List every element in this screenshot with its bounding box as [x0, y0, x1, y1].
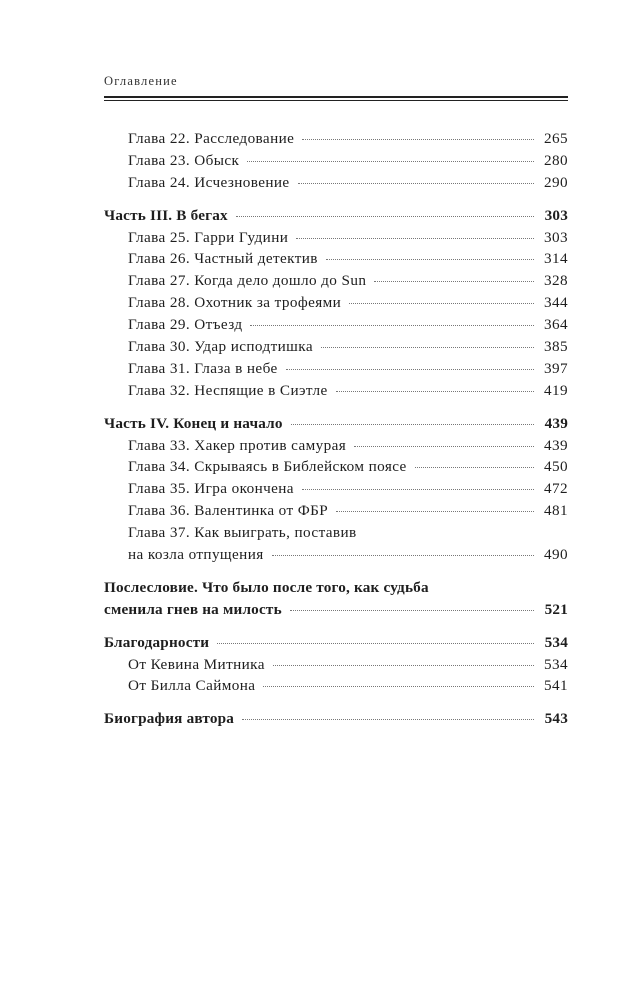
toc-page-number: 419 — [544, 381, 568, 399]
toc-page-number: 534 — [544, 633, 568, 651]
toc-page-number: 280 — [544, 151, 568, 169]
toc-entry-title: Глава 23. Обыск — [128, 151, 240, 169]
toc-entry-title: Биография автора — [104, 710, 235, 728]
toc-page-number: 472 — [544, 480, 568, 498]
dot-leader — [302, 489, 534, 490]
toc-entry-title: Глава 33. Хакер против самурая — [128, 436, 347, 454]
toc-page-number: 481 — [544, 502, 568, 520]
dot-leader — [272, 555, 534, 556]
dot-leader — [349, 303, 534, 304]
toc-entry-title: Часть IV. Конец и начало — [104, 414, 283, 432]
toc-page-number: 328 — [544, 272, 568, 290]
toc-chapter-entry — [104, 294, 568, 316]
dot-leader — [236, 216, 534, 217]
toc-entry-title: Глава 27. Когда дело дошло до Sun — [128, 272, 367, 290]
toc-entry-title: От Кевина Митника — [128, 655, 265, 673]
toc-page-number: 385 — [544, 338, 568, 356]
toc-chapter-entry — [104, 152, 568, 174]
toc-chapter-entry — [104, 480, 568, 502]
toc-group — [104, 710, 568, 732]
toc-page-number: 290 — [544, 173, 568, 191]
dot-leader — [247, 161, 534, 162]
dot-leader — [326, 259, 534, 260]
toc-group — [104, 207, 568, 404]
toc-chapter-entry — [104, 656, 568, 678]
toc-page-number: 543 — [544, 710, 568, 728]
toc-chapter-entry — [104, 229, 568, 251]
toc-entry-title: Глава 30. Удар исподтишка — [128, 338, 313, 356]
header-rule-thin — [104, 100, 568, 101]
toc-entry-title: на козла отпущения — [128, 546, 264, 564]
toc-entry-title: Глава 32. Неспящие в Сиэтле — [128, 381, 328, 399]
toc-part-entry — [104, 415, 568, 437]
dot-leader — [354, 446, 534, 447]
toc-page-number: 265 — [544, 130, 568, 147]
header-rule-thick — [104, 96, 568, 98]
toc-part-entry — [104, 710, 568, 732]
toc-entry-title: Глава 36. Валентинка от ФБР — [128, 502, 329, 520]
toc-part-entry — [104, 207, 568, 229]
dot-leader — [415, 467, 534, 468]
dot-leader — [263, 686, 534, 687]
toc-group — [104, 415, 568, 568]
toc-entry-title: сменила гнев на милость — [104, 600, 282, 618]
dot-leader — [273, 665, 534, 666]
dot-leader — [290, 610, 534, 611]
toc-page-number: 303 — [544, 206, 568, 224]
toc-entry-title: Благодарности — [104, 633, 210, 651]
toc-entry-title: Глава 28. Охотник за трофеями — [128, 294, 342, 312]
dot-leader — [302, 139, 534, 140]
toc-chapter-entry — [104, 338, 568, 360]
toc-entry-title: Глава 31. Глаза в небе — [128, 359, 278, 377]
toc-page-number: 364 — [544, 316, 568, 334]
running-head: Оглавление — [104, 74, 178, 88]
toc-page-number: 439 — [544, 436, 568, 454]
toc-page-number: 450 — [544, 458, 568, 476]
toc-entry-title-line: Послесловие. Что было после того, как судьба — [104, 578, 429, 596]
toc-page-number: 344 — [544, 294, 568, 312]
toc-chapter-entry — [104, 546, 568, 568]
dot-leader — [217, 643, 534, 644]
dot-leader — [336, 391, 534, 392]
toc-entry-title: Глава 35. Игра окончена — [128, 480, 294, 498]
toc-part-entry — [104, 634, 568, 656]
dot-leader — [374, 281, 534, 282]
toc-entry-title: Глава 25. Гарри Гудини — [128, 228, 289, 246]
toc-entry-title: Часть III. В бегах — [104, 206, 228, 224]
toc-entry-title: Глава 29. Отъезд — [128, 316, 243, 334]
toc-chapter-entry — [104, 250, 568, 272]
toc-page-number: 521 — [544, 600, 568, 618]
dot-leader — [321, 347, 534, 348]
toc-entry-title: Глава 34. Скрываясь в Библейском поясе — [128, 458, 407, 476]
dot-leader — [286, 369, 534, 370]
toc-entry-title: Глава 22. Расследование — [128, 130, 295, 147]
toc-page-number: 541 — [544, 677, 568, 695]
toc-group — [104, 634, 568, 700]
toc-page-number: 534 — [544, 655, 568, 673]
toc-chapter-entry — [104, 677, 568, 699]
dot-leader — [298, 183, 534, 184]
toc-entry-title: Глава 26. Частный детектив — [128, 250, 318, 268]
dot-leader — [296, 238, 534, 239]
toc-page-number: 439 — [544, 414, 568, 432]
toc-entry-title: Глава 24. Исчезновение — [128, 173, 290, 191]
toc-chapter-entry — [104, 458, 568, 480]
toc-page-number: 490 — [544, 546, 568, 564]
toc-chapter-entry — [104, 272, 568, 294]
dot-leader — [291, 424, 534, 425]
toc-chapter-entry — [104, 360, 568, 382]
toc-page-number: 397 — [544, 359, 568, 377]
dot-leader — [250, 325, 534, 326]
toc-page-number: 314 — [544, 250, 568, 268]
toc-chapter-entry — [104, 316, 568, 338]
toc-chapter-entry — [104, 130, 568, 152]
toc-chapter-entry — [104, 174, 568, 196]
toc-chapter-entry — [104, 382, 568, 404]
toc-group — [104, 579, 568, 623]
toc-chapter-entry — [104, 437, 568, 459]
toc-entry-title-line: Глава 37. Как выиграть, поставив — [128, 524, 357, 542]
dot-leader — [242, 719, 534, 720]
toc-page-number: 303 — [544, 228, 568, 246]
table-of-contents — [104, 130, 568, 743]
toc-entry-title: От Билла Саймона — [128, 677, 256, 695]
dot-leader — [336, 511, 534, 512]
toc-part-entry — [104, 601, 568, 623]
toc-group — [104, 130, 568, 196]
toc-chapter-entry — [104, 502, 568, 524]
